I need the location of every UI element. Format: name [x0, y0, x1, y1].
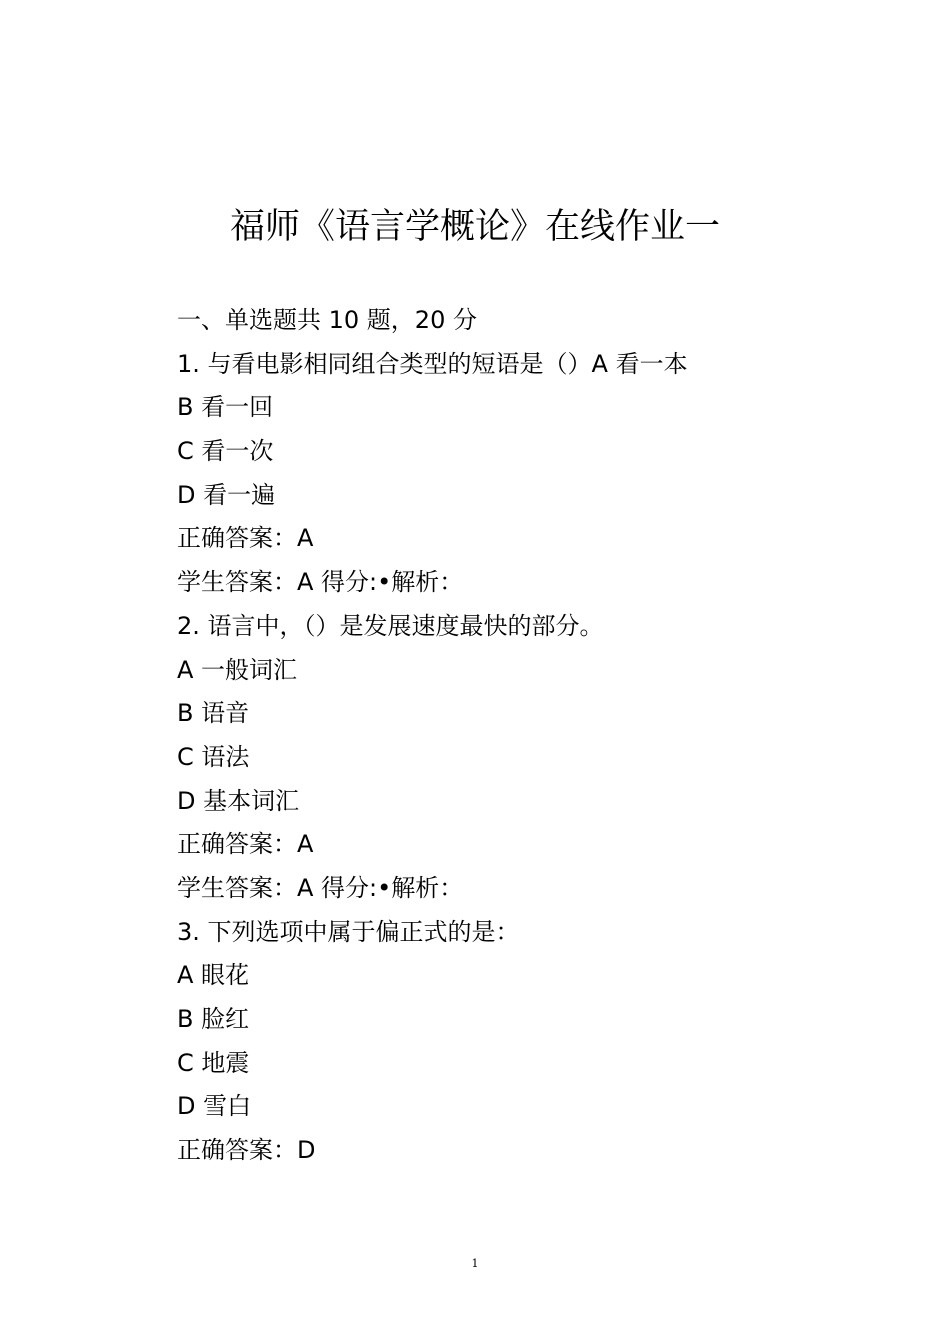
- question-3-option-c: C 地震: [177, 1048, 250, 1077]
- question-1-option-c: C 看一次: [177, 437, 274, 466]
- question-1-correct-answer: 正确答案：A: [177, 524, 314, 553]
- question-2-option-c: C 语法: [177, 742, 250, 771]
- section-heading: 一、单选题共 10 题，20 分: [177, 306, 477, 334]
- question-3-option-d: D 雪白: [177, 1092, 252, 1121]
- page-number: 1: [471, 1257, 479, 1270]
- question-1-option-b: B 看一回: [177, 393, 274, 422]
- question-2-correct-answer: 正确答案：A: [177, 830, 314, 859]
- question-3-correct-answer: 正确答案：D: [177, 1136, 316, 1165]
- question-1-stem: 1. 与看电影相同组合类型的短语是（）A 看一本: [177, 349, 688, 378]
- document-body: [177, 299, 877, 1173]
- question-2-option-a: A 一般词汇: [177, 655, 298, 684]
- question-2-student-answer: 学生答案：A 得分:•解析：: [177, 873, 464, 902]
- question-2-option-d: D 基本词汇: [177, 786, 300, 815]
- question-2-option-b: B 语音: [177, 699, 250, 728]
- question-3-option-a: A 眼花: [177, 961, 250, 990]
- question-1-option-d: D 看一遍: [177, 480, 276, 509]
- question-3-stem: 3. 下列选项中属于偏正式的是：: [177, 917, 520, 946]
- document-title: 福师《语言学概论》在线作业一: [229, 207, 720, 247]
- question-3-option-b: B 脸红: [177, 1005, 250, 1033]
- question-2-stem: 2. 语言中，（）是发展速度最快的部分。: [177, 611, 604, 640]
- question-1-student-answer: 学生答案：A 得分:•解析：: [177, 568, 464, 597]
